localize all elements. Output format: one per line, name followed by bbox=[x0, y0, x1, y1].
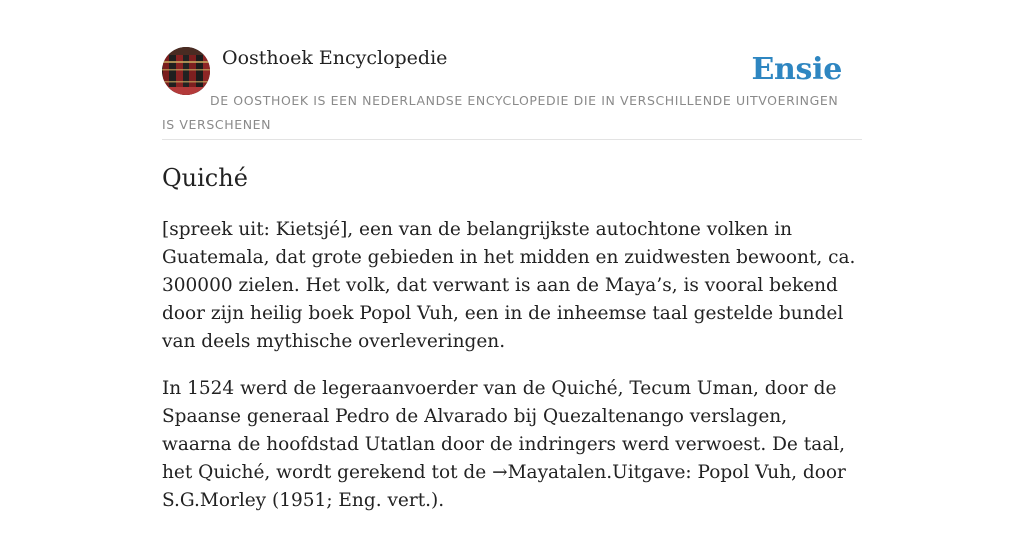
mayatalen-link-label: Mayatalen bbox=[507, 462, 607, 483]
site-header bbox=[162, 0, 862, 140]
article-paragraph-1: [spreek uit: Kietsjé], een van de belangrijkste autochtone volken in Guatemala, dat grote gebieden in het midden en zuidwesten bewoont, ca. 300000 zielen. Het volk, dat verwant is aan de Maya’s, is vooral bekend door zijn heilig boek Popol Vuh, een in de inheemse taal gestelde bundel van deels mythische overleveringen. bbox=[162, 219, 856, 352]
site-tagline: DE OOSTHOEK IS EEN NEDERLANDSE ENCYCLOPEDIE DIE IN VERSCHILLENDE UITVOERINGEN IS VERSCHENEN bbox=[162, 93, 839, 132]
encyclopedia-books-icon[interactable] bbox=[162, 47, 210, 95]
article-paragraph-2 bbox=[162, 375, 862, 515]
article-body bbox=[162, 216, 862, 534]
mayatalen-link[interactable] bbox=[492, 462, 606, 483]
article-title: Quiché bbox=[162, 164, 248, 192]
site-name-link[interactable]: Oosthoek Encyclopedie bbox=[222, 47, 448, 69]
paragraph-2-text-end: .Uitgave: Popol Vuh, door S.G.Morley (1951; Eng. vert.). bbox=[162, 462, 846, 511]
page-container bbox=[162, 0, 862, 511]
paragraph-2-text-start: In 1524 werd de legeraanvoerder van de Quiché, Tecum Uman, door de Spaanse generaal Pedro de Alvarado bij Quezaltenango verslagen, waarna de hoofdstad Utatlan door de indringers werd verwoest. De taal, het Quiché, wordt gerekend tot de bbox=[162, 378, 846, 483]
ensie-logo[interactable]: Ensie bbox=[751, 52, 842, 87]
arrow-right-icon: → bbox=[492, 462, 508, 483]
